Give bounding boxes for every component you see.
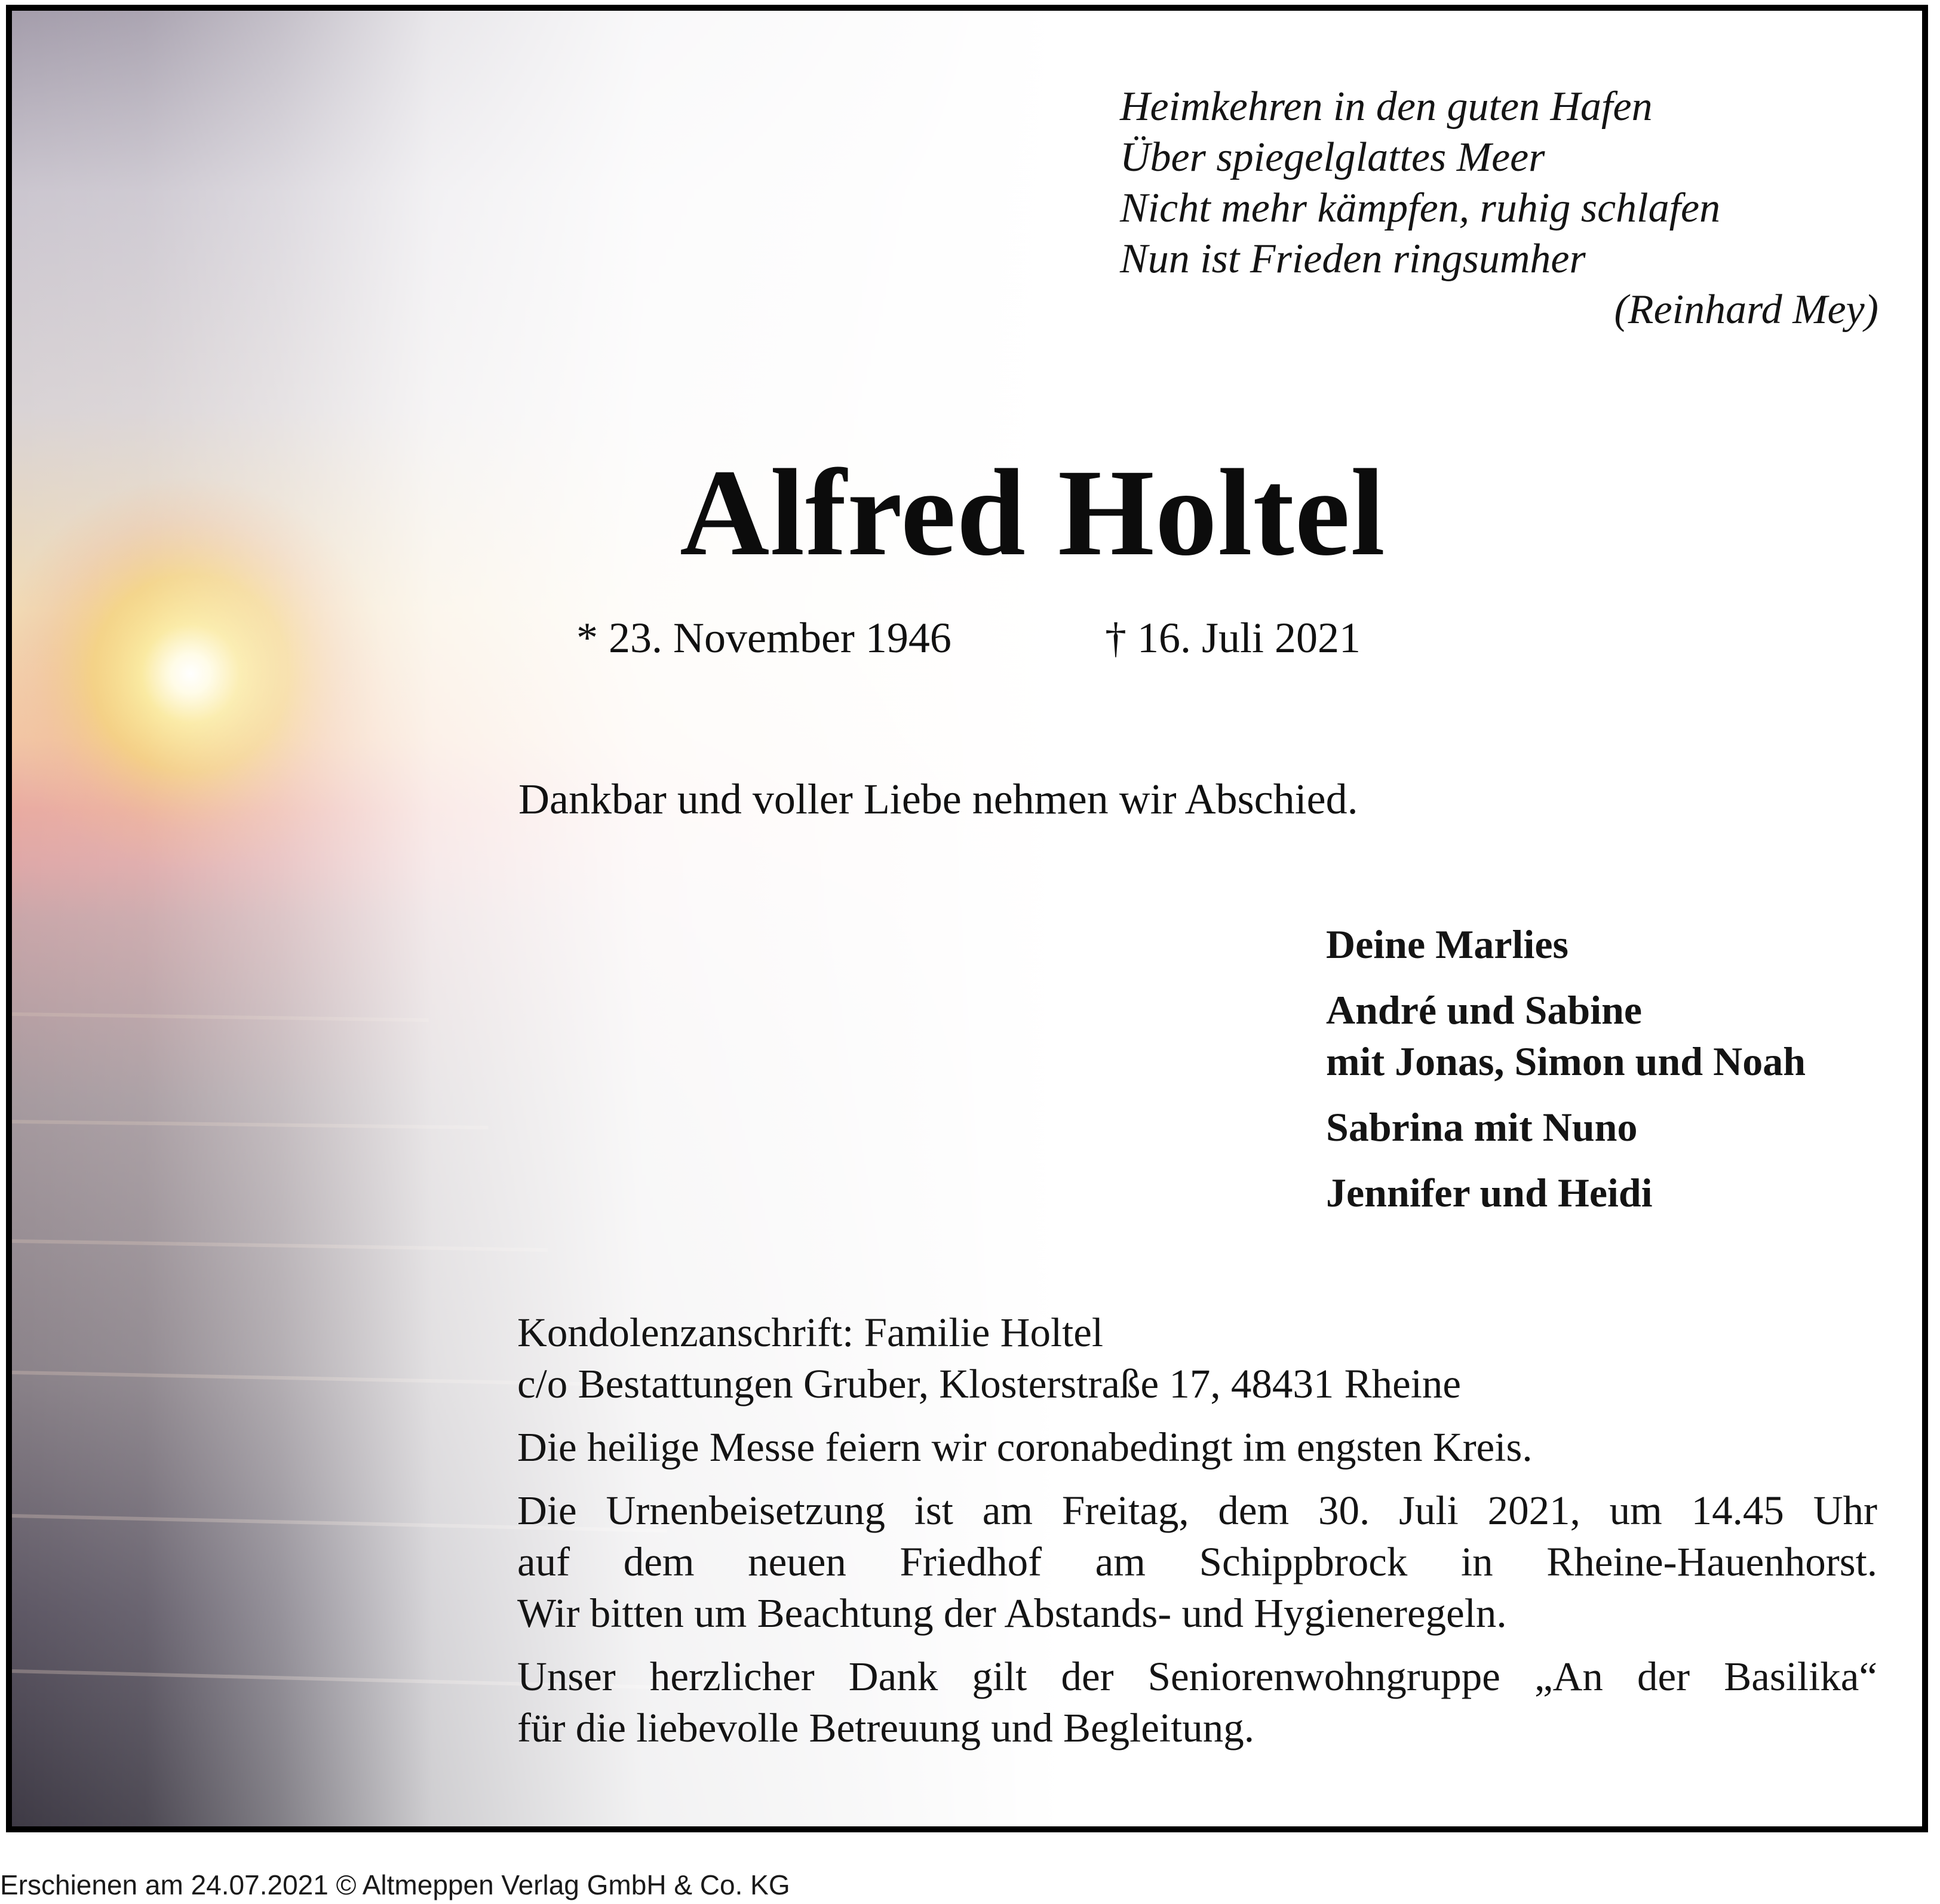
poem-author: (Reinhard Mey) — [1614, 287, 1878, 333]
deceased-name: Alfred Holtel — [680, 444, 1386, 581]
family-group — [1326, 984, 1806, 1087]
birth-date: * 23. November 1946 — [576, 614, 951, 662]
death-date: † 16. Juli 2021 — [1105, 614, 1361, 662]
mass-line: Die heilige Messe feiern wir coronabedingt im engsten Kreis. — [517, 1424, 1533, 1470]
condolence-line: Kondolenzanschrift: Familie Holtel — [517, 1310, 1104, 1355]
burial-notice — [517, 1485, 1877, 1639]
family-line: Deine Marlies — [1326, 922, 1568, 967]
burial-line: Wir bitten um Beachtung der Abstands- und Hygieneregeln. — [517, 1590, 1507, 1636]
thanks-line: für die liebevolle Betreuung und Begleitung. — [517, 1705, 1255, 1751]
condolence-line: c/o Bestattungen Gruber, Klosterstraße 17, 48431 Rheine — [517, 1361, 1462, 1406]
burial-line: auf dem neuen Friedhof am Schippbrock in Rheine-Hauenhorst. — [517, 1539, 1877, 1584]
family-group — [1326, 1101, 1806, 1153]
family-group — [1326, 919, 1806, 970]
poem — [1120, 81, 1878, 335]
family-list — [1326, 919, 1806, 1233]
thanks-notice — [517, 1651, 1877, 1753]
poem-line: Heimkehren in den guten Hafen — [1120, 84, 1653, 130]
publication-footer: Erschienen am 24.07.2021 © Altmeppen Verlag GmbH & Co. KG — [0, 1869, 790, 1900]
poem-line: Nun ist Frieden ringsumher — [1120, 236, 1586, 282]
family-line: Jennifer und Heidi — [1326, 1170, 1653, 1215]
family-line: André und Sabine — [1326, 987, 1643, 1033]
thanks-line: Unser herzlicher Dank gilt der Seniorenwohngruppe „An der Basilika“ — [517, 1654, 1877, 1699]
family-line: mit Jonas, Simon und Noah — [1326, 1039, 1806, 1084]
poem-line: Über spiegelglattes Meer — [1120, 134, 1545, 180]
mass-notice — [517, 1421, 1877, 1473]
family-line: Sabrina mit Nuno — [1326, 1104, 1638, 1150]
obituary-frame — [6, 5, 1928, 1832]
farewell-text: Dankbar und voller Liebe nehmen wir Abschied. — [518, 775, 1358, 823]
poem-line: Nicht mehr kämpfen, ruhig schlafen — [1120, 185, 1721, 231]
burial-line: Die Urnenbeisetzung ist am Freitag, dem 30. Juli 2021, um 14.45 Uhr — [517, 1488, 1877, 1533]
family-group — [1326, 1167, 1806, 1218]
service-info — [517, 1307, 1877, 1765]
condolence-address — [517, 1307, 1877, 1409]
